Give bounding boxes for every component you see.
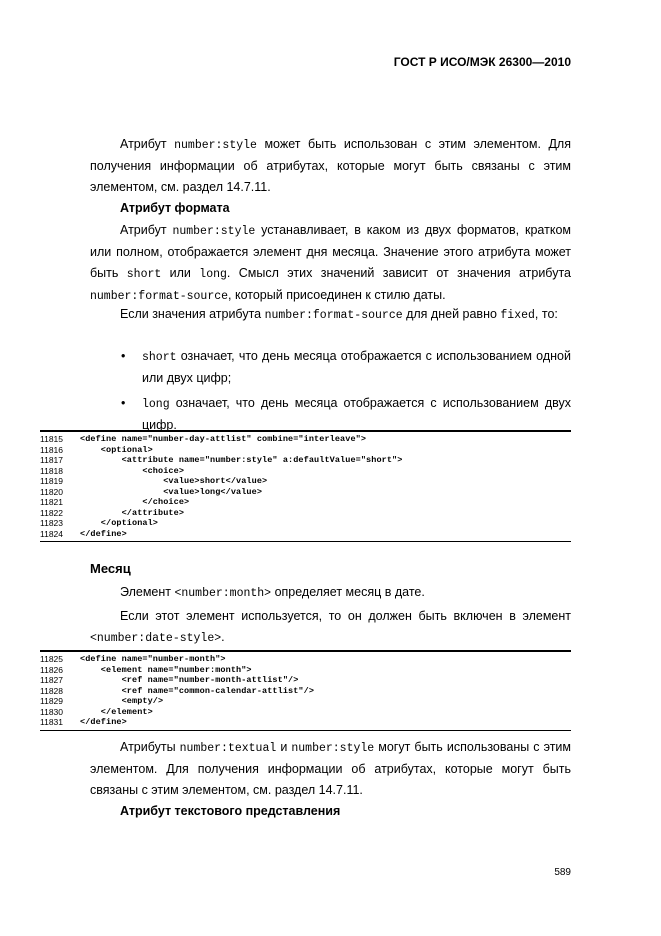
code-line: 11825 <define name="number-month"> xyxy=(40,654,226,664)
inline-code: number:style xyxy=(172,225,256,238)
page-number: 589 xyxy=(554,867,571,878)
code-line: 11824 </define> xyxy=(40,528,127,539)
heading-format-attribute: Атрибут формата xyxy=(120,201,230,215)
line-number: 11822 xyxy=(40,507,64,518)
code-listing-day-attlist xyxy=(40,430,571,542)
paragraph-month-element: Элемент <number:month> определяет месяц в дате. xyxy=(120,585,425,600)
inline-code: number:style xyxy=(291,742,375,755)
bullet-list xyxy=(90,346,571,436)
paragraph-format-source: Если значения атрибута number:format-source для дней равно fixed, то: xyxy=(120,307,558,322)
code-line: 11826 <element name="number:month"> xyxy=(40,664,252,675)
code-line: 11821 </choice> xyxy=(40,497,190,507)
code-line: 11828 <ref name="common-calendar-attlist"/> xyxy=(40,685,315,696)
line-number: 11825 xyxy=(40,654,64,664)
document-header: ГОСТ Р ИСО/МЭК 26300—2010 xyxy=(393,55,571,69)
line-number: 11816 xyxy=(40,444,64,455)
line-number: 11815 xyxy=(40,434,64,444)
code-line: 11818 <choice> xyxy=(40,465,185,476)
code-listing-month xyxy=(40,650,571,731)
code-line: 11827 <ref name="number-month-attlist"/> xyxy=(40,675,299,685)
line-number: 11818 xyxy=(40,465,64,476)
code-line: 11820 <value>long</value> xyxy=(40,486,263,497)
divider xyxy=(40,730,571,731)
code-line: 11816 <optional> xyxy=(40,444,153,455)
list-item: • short означает, что день месяца отображается с использованием одной или двух цифр; xyxy=(90,346,571,389)
inline-code: long xyxy=(142,398,170,411)
inline-code: number:format-source xyxy=(90,290,229,303)
divider xyxy=(40,541,571,542)
line-number: 11830 xyxy=(40,706,64,717)
paragraph-month-attributes: Атрибуты number:textual и number:style могут быть использованы с этим элементом. Для получения информации об атрибутах, которые могут быть связаны с этим элементом, см. раздел 14.7.11. xyxy=(90,740,571,797)
bullet-icon: • xyxy=(121,396,126,410)
code-line: 11823 </optional> xyxy=(40,518,159,528)
paragraph-month-usage: Если этот элемент используется, то он должен быть включен в элемент <number:date-style>. xyxy=(90,609,571,645)
inline-code: <number:date-style> xyxy=(90,632,222,645)
inline-code: <number:month> xyxy=(174,587,272,600)
inline-code: short xyxy=(142,351,177,364)
inline-code: number:format-source xyxy=(264,309,403,322)
line-number: 11817 xyxy=(40,455,64,465)
bullet-icon: • xyxy=(121,349,126,363)
inline-code: number:style xyxy=(174,139,257,152)
section-title: Месяц xyxy=(90,561,131,576)
code-line: 11831 </define> xyxy=(40,717,127,727)
code-line: 11822 </attribute> xyxy=(40,507,185,518)
line-number: 11819 xyxy=(40,476,64,486)
code-line: 11829 <empty/> xyxy=(40,696,164,706)
line-number: 11821 xyxy=(40,497,64,507)
line-number: 11831 xyxy=(40,717,64,727)
line-number: 11823 xyxy=(40,518,64,528)
line-number: 11828 xyxy=(40,685,64,696)
code-line: 11819 <value>short</value> xyxy=(40,476,268,486)
line-number: 11827 xyxy=(40,675,64,685)
inline-code: fixed xyxy=(500,309,535,322)
line-number: 11826 xyxy=(40,664,64,675)
code-line: 11815 <define name="number-day-attlist" combine="interleave"> xyxy=(40,434,367,444)
line-number: 11824 xyxy=(40,528,64,539)
list-item: • long означает, что день месяца отображается с использованием двух цифр. xyxy=(90,393,571,436)
line-number: 11829 xyxy=(40,696,64,706)
section-month xyxy=(90,561,571,576)
paragraph-style-attribute: Атрибут number:style может быть использован с этим элементом. Для получения информации об атрибутах, которые могут быть связаны с этим элементом, см. раздел 14.7.11. xyxy=(90,137,571,194)
line-number: 11820 xyxy=(40,486,64,497)
paragraph-format-description: Атрибут number:style устанавливает, в каком из двух форматов, кратком или полном, отображается элемент дня месяца. Значение этого атрибута может быть short или long. Смысл этих значений зависит от значения атрибута number:format-source, который присоединен к стилю даты. xyxy=(90,223,571,303)
inline-code: number:textual xyxy=(179,742,277,755)
heading-textual-attribute: Атрибут текстового представления xyxy=(120,804,341,818)
code-line: 11817 <attribute name="number:style" a:defaultValue="short"> xyxy=(40,455,403,465)
inline-code: short xyxy=(126,268,162,281)
inline-code: long xyxy=(199,268,227,281)
code-line: 11830 </element> xyxy=(40,706,153,717)
